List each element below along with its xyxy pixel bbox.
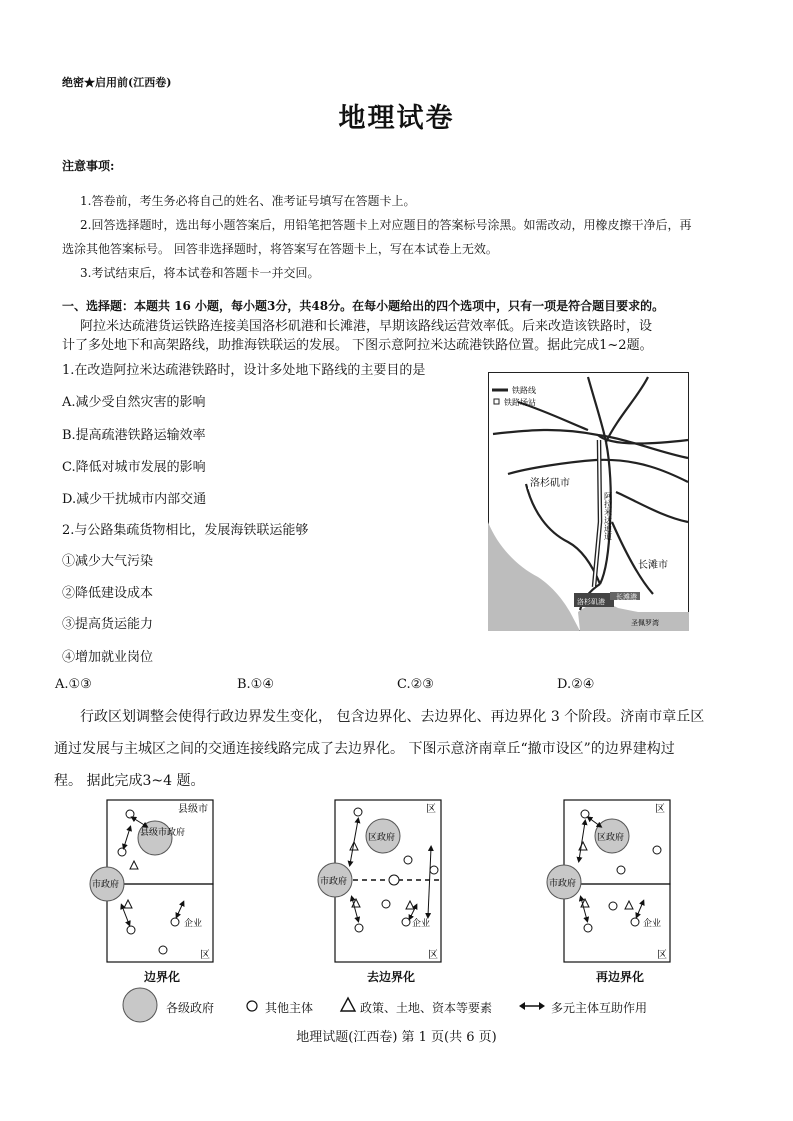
subject-dot [159,946,167,954]
legend-rail-label: 铁路线 [512,386,536,395]
county-gov-circle [138,821,172,855]
page-footer: 地理试题(江西卷) 第 1 页(共 6 页) [296,1030,497,1045]
railway-location-map [488,372,690,632]
subject-dot [653,846,661,854]
subject-dot [430,866,438,874]
notice-item-3: 3.考试结束后，将本试卷和答题卡一并交回。 [80,266,320,280]
upper-region-label: 区 [426,804,436,815]
city-gov-label: 市政府 [92,880,120,890]
question-2-item-4: ④增加就业岗位 [62,650,154,665]
interaction-arrow [350,820,358,864]
passage-1-line-2: 计了多处地下和高架路线，助推海铁联运的发展。 下图示意阿拉米达疏港铁路位置。据此完成1~2题。 [62,338,653,353]
passage-2-line-3: 程。 据此完成3~4 题。 [54,773,205,789]
diagram-panel-rebordering [545,798,675,966]
question-1-option-b: B.提高疏港铁路运输效率 [62,428,206,443]
interaction-arrow [579,822,585,860]
subject-dot [354,808,362,816]
question-1-option-c: C.降低对城市发展的影响 [62,460,206,475]
factor-triangle [625,901,633,909]
factor-triangle [406,901,414,909]
alameda-corridor-label: 阿拉米达通道 [603,492,613,540]
interaction-arrow [177,903,183,916]
interaction-arrow [428,848,431,916]
legend-factor-label: 政策、土地、资本等要素 [360,1001,493,1015]
city-gov-label: 市政府 [549,879,577,889]
subject-dot [389,875,399,885]
legend-station-label: 铁路场站 [504,398,536,407]
question-2-answer-a: A.①③ [55,677,92,692]
subject-dot [171,918,179,926]
passage-1-line-1: 阿拉米达疏港货运铁路连接美国洛杉矶港和长滩港，早期该路线运营效率低。后来改造该铁路时，设 [80,319,653,334]
question-2-item-3: ③提高货运能力 [62,617,154,632]
subject-legend-icon [244,998,260,1014]
subject-dot [584,924,592,932]
city-gov-label: 市政府 [320,877,348,887]
district-gov-label: 区政府 [597,833,625,843]
question-2-stem: 2.与公路集疏货物相比，发展海铁联运能够 [62,523,309,538]
passage-2-line-2: 通过发展与主城区之间的交通连接线路完成了去边界化。 下图示意济南章丘“撤市设区”的边界建构过 [54,741,675,757]
long-beach-port-label: 长滩港 [616,593,637,601]
notice-item-2-cont: 选涂其他答案标号。 回答非选择题时，将答案写在答题卡上，写在本试卷上无效。 [62,242,498,256]
subject-dot [126,810,134,818]
question-1-stem: 1.在改造阿拉米达疏港铁路时，设计多处地下路线的主要目的是 [62,363,426,378]
panel-1-caption: 边界化 [144,970,181,984]
question-2-answer-d: D.②④ [557,677,595,692]
question-2-item-2: ②降低建设成本 [62,586,154,601]
interaction-arrow [124,828,130,847]
question-2-answer-c: C.②③ [397,677,434,692]
long-beach-city-label: 长滩市 [638,560,668,571]
lower-region-label: 区 [428,950,438,961]
upper-region-label: 县级市 [178,804,208,815]
legend-subject-label: 其他主体 [265,1001,314,1015]
question-2-answer-b: B.①④ [237,677,274,692]
enterprise-label: 企业 [643,919,662,929]
subject-dot [127,926,135,934]
factor-triangle [124,900,132,908]
question-1-option-d: D.减少干扰城市内部交通 [62,492,207,507]
subject-dot [609,902,617,910]
interaction-arrow [637,902,643,916]
san-pedro-label: 圣佩罗湾 [631,619,659,627]
diagram-panel-debordering [316,798,446,966]
subject-dot [118,848,126,856]
subject-dot [581,810,589,818]
subject-dot [355,924,363,932]
legend-gov-label: 各级政府 [166,1001,215,1015]
factor-legend-icon [339,996,357,1014]
subject-dot [631,918,639,926]
notice-heading: 注意事项: [62,159,115,173]
subject-dot [402,918,410,926]
panel-2-caption: 去边界化 [367,970,416,984]
enterprise-label: 企业 [412,919,431,929]
subject-dot [382,900,390,908]
legend-interaction-label: 多元主体互助作用 [551,1001,648,1015]
factor-triangle [579,842,587,850]
page-title: 地理试卷 [338,103,455,134]
question-2-item-1: ①减少大气污染 [62,554,154,569]
la-city-label: 洛杉矶市 [530,478,570,489]
lower-region-label: 区 [657,950,667,961]
question-1-option-a: A.减少受自然灾害的影响 [62,395,206,410]
notice-item-2: 2.回答选择题时，选出每小题答案后，用铅笔把答题卡上对应题目的答案标号涂黑。如需改动，用橡皮擦干净后，再 [80,218,692,232]
diagram-panel-bordering [88,798,218,966]
enterprise-label: 企业 [184,919,203,929]
interaction-arrow [122,906,129,924]
interaction-legend-icon [518,998,546,1014]
subject-dot [404,856,412,864]
section-heading: 一、选择题：本题共 16 小题，每小题3分，共48分。在每小题给出的四个选项中，只有一项是符合题目要求的。 [62,299,665,313]
la-port-label: 洛杉矶港 [577,598,605,606]
district-gov-label: 区政府 [368,833,396,843]
factor-triangle [130,861,138,869]
subject-dot [617,866,625,874]
passage-2-line-1: 行政区划调整会使得行政边界发生变化， 包含边界化、去边界化、再边界化 3 个阶段。济南市章丘区 [80,709,705,725]
notice-item-1: 1.答卷前，考生务必将自己的姓名、准考证号填写在答题卡上。 [80,194,416,208]
legend-station-icon [494,399,499,404]
panel-3-caption: 再边界化 [596,970,645,984]
confidential-label: 绝密★启用前(江西卷) [62,76,172,89]
interaction-arrow [589,818,600,826]
county-gov-label: 县级市政府 [140,828,186,838]
gov-legend-icon [120,986,160,1024]
lower-region-label: 区 [200,950,210,961]
interaction-arrow [133,818,146,826]
upper-region-label: 区 [655,804,665,815]
